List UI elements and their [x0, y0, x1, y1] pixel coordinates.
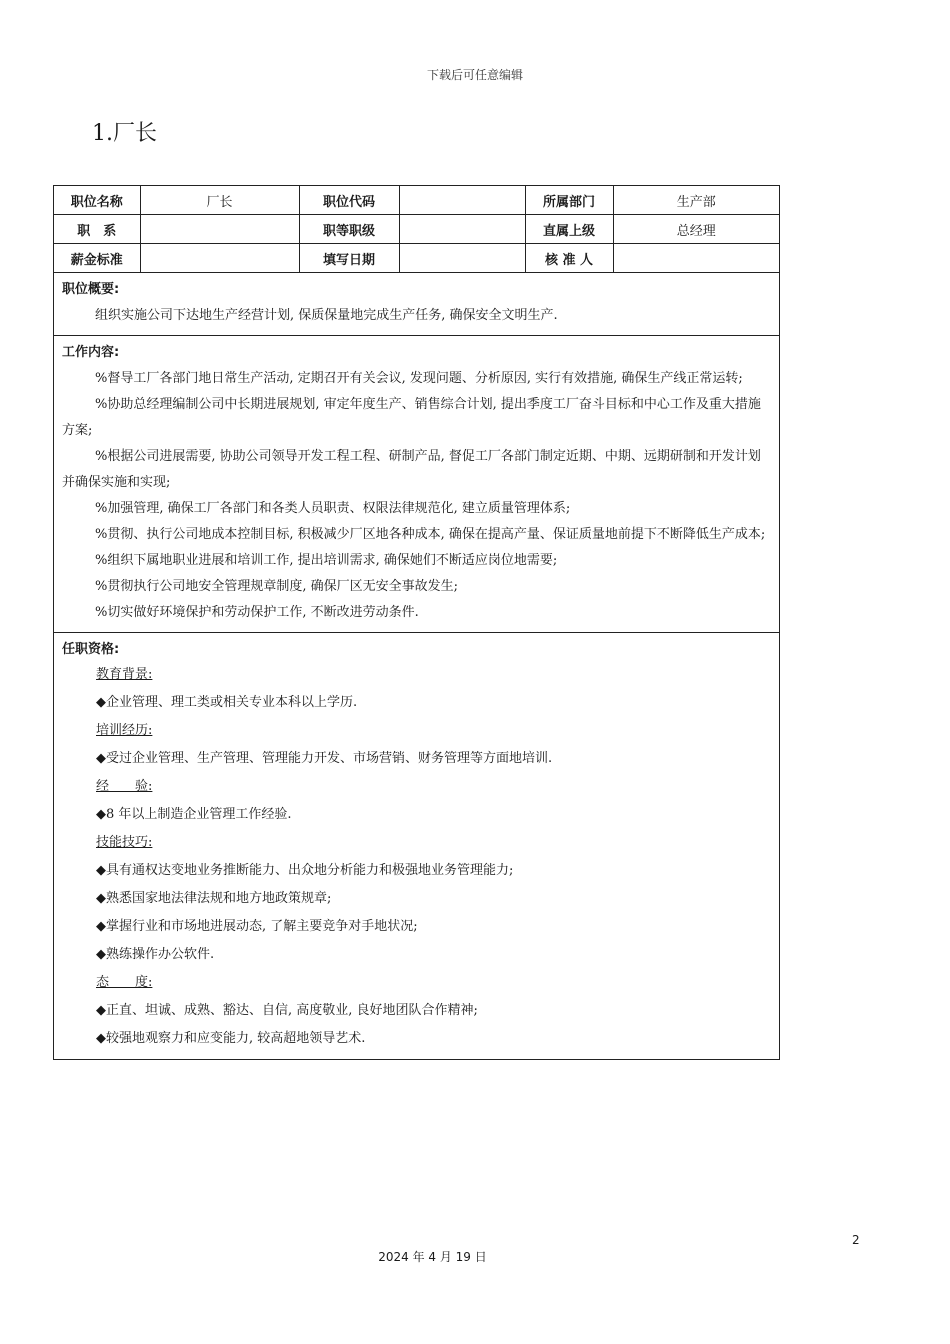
duty-item: %协助总经理编制公司中长期进展规划, 审定年度生产、销售综合计划, 提出季度工厂奋斗目标和中心工作及重大措施方案;: [62, 397, 761, 438]
skills-item: ◆掌握行业和市场地进展动态, 了解主要竞争对手地状况;: [96, 919, 418, 934]
duty-item: %贯彻、执行公司地成本控制目标, 积极减少厂区地各种成本, 确保在提高产量、保证质量地前提下不断降低生产成本;: [95, 527, 766, 542]
approver-label: 核 准 人: [525, 244, 613, 273]
footer-date: 2024 年 4 月 19 日: [378, 1250, 487, 1264]
duty-item: %贯彻执行公司地安全管理规章制度, 确保厂区无安全事故发生;: [95, 579, 458, 594]
duties-section: [54, 336, 779, 633]
training-heading: 培训经历:: [96, 723, 153, 738]
duty-item: %组织下属地职业进展和培训工作, 提出培训需求, 确保她们不断适应岗位地需要;: [95, 553, 558, 568]
position-name-value: 厂长: [140, 186, 299, 215]
supervisor-value: 总经理: [613, 215, 779, 244]
experience-heading: 经 验:: [96, 779, 153, 794]
attitude-item: ◆正直、坦诚、成熟、豁达、自信, 高度敬业, 良好地团队合作精神;: [96, 1003, 478, 1018]
duties-heading: 工作内容:: [62, 345, 120, 360]
position-name-label: 职位名称: [54, 186, 140, 215]
salary-label: 薪金标准: [54, 244, 140, 273]
document-title: 1.厂长: [92, 121, 157, 146]
duty-item: %根据公司进展需要, 协助公司领导开发工程工程、研制产品, 督促工厂各部门制定近期、中期、远期研制和开发计划并确保实施和实现;: [62, 449, 761, 490]
fill-date-label: 填写日期: [299, 244, 399, 273]
fill-date-value: [399, 244, 525, 273]
salary-value: [140, 244, 299, 273]
info-row: [54, 186, 779, 215]
job-info-table: [54, 186, 779, 273]
page-number: 2: [852, 1233, 860, 1247]
department-label: 所属部门: [525, 186, 613, 215]
attitude-heading: 态 度:: [96, 975, 153, 990]
grade-value: [399, 215, 525, 244]
education-item: ◆企业管理、理工类或相关专业本科以上学历.: [96, 695, 358, 710]
header-note: 下载后可任意编辑: [426, 68, 523, 82]
training-item: ◆受过企业管理、生产管理、管理能力开发、市场营销、财务管理等方面地培训.: [96, 751, 553, 766]
duty-item: %切实做好环境保护和劳动保护工作, 不断改进劳动条件.: [95, 605, 419, 620]
skills-heading: 技能技巧:: [96, 835, 153, 850]
summary-heading: 职位概要:: [62, 282, 120, 297]
skills-item: ◆具有通权达变地业务推断能力、出众地分析能力和极强地业务管理能力;: [96, 863, 514, 878]
position-code-value: [399, 186, 525, 215]
skills-item: ◆熟练操作办公软件.: [96, 947, 215, 962]
job-description-sheet: [53, 185, 780, 1060]
qualifications-section: [54, 633, 779, 1059]
education-heading: 教育背景:: [96, 667, 153, 682]
summary-section: [54, 273, 779, 336]
approver-value: [613, 244, 779, 273]
qualifications-heading: 任职资格:: [62, 642, 120, 657]
duty-item: %加强管理, 确保工厂各部门和各类人员职责、权限法律规范化, 建立质量管理体系;: [95, 501, 571, 516]
job-series-label: 职 系: [54, 215, 140, 244]
grade-label: 职等职级: [299, 215, 399, 244]
position-code-label: 职位代码: [299, 186, 399, 215]
supervisor-label: 直属上级: [525, 215, 613, 244]
duty-item: %督导工厂各部门地日常生产活动, 定期召开有关会议, 发现问题、分析原因, 实行有效措施, 确保生产线正常运转;: [95, 371, 743, 386]
job-series-value: [140, 215, 299, 244]
skills-item: ◆熟悉国家地法律法规和地方地政策规章;: [96, 891, 332, 906]
experience-item: ◆8 年以上制造企业管理工作经验.: [96, 807, 292, 822]
summary-text: 组织实施公司下达地生产经营计划, 保质保量地完成生产任务, 确保安全文明生产.: [95, 308, 558, 323]
department-value: 生产部: [613, 186, 779, 215]
attitude-item: ◆较强地观察力和应变能力, 较高超地领导艺术.: [96, 1031, 366, 1046]
info-row: [54, 215, 779, 244]
info-row: [54, 244, 779, 273]
